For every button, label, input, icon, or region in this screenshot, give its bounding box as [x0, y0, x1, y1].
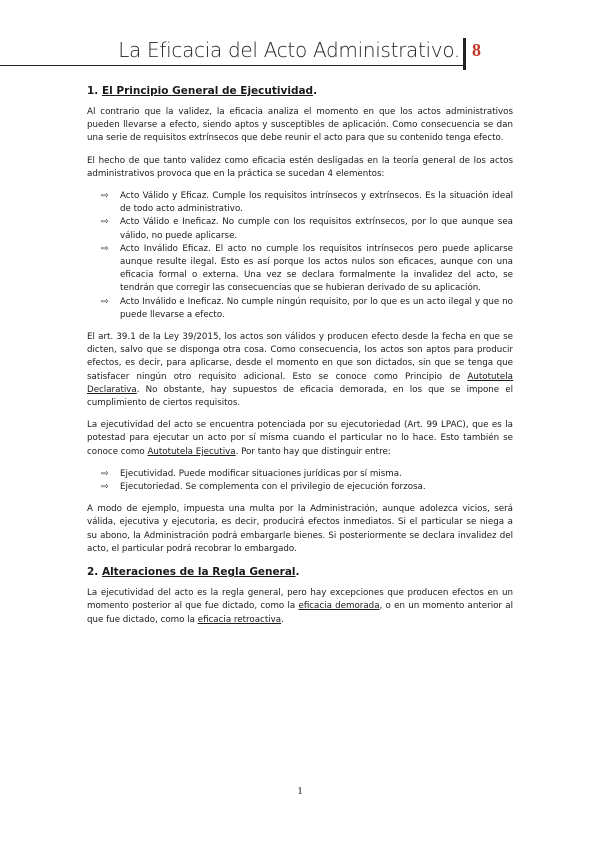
section-title: El Principio General de Ejecutividad: [101, 85, 314, 97]
arrow-right-icon: ⇨: [101, 482, 109, 493]
paragraph-text: La ejecutividad del acto es la regla general, pero hay excepciones que producen efectos en un momento posterior al que fue dictado, como la: [87, 588, 513, 612]
paragraph: Al contrario que la validez, la eficacia analiza el momento en que los actos administrativos pueden llevarse a efecto, siendo aptos y susceptibles de aplicación. Como consecuencia se dan una serie de requisitos extrínsecos que debe reunir el acto para que su contenido tenga efecto.: [87, 107, 513, 144]
term-autotutela-declarativa: Autotutela Declarativa: [87, 371, 513, 395]
term-eficacia-demorada: eficacia demorada: [298, 601, 380, 612]
bullet-list: [87, 190, 513, 322]
paragraph-text: .: [281, 614, 284, 625]
list-item-text: Acto Válido y Eficaz. Cumple los requisitos intrínsecos y extrínsecos. Es la situación ideal de todo acto administrativo.: [120, 191, 513, 215]
header-rule: [0, 65, 463, 66]
page-header: [0, 38, 600, 74]
paragraph: El hecho de que tanto validez como eficacia estén desligadas en la teoría general de los actos administrativos provoca que en la práctica se sucedan 4 elementos:: [87, 155, 513, 179]
paragraph-text: La ejecutividad del acto se encuentra potenciada por su ejecutoriedad (Art. 99 LPAC), que es la potestad para ejecutar un acto por sí misma cuando el particular no lo hace. Esto también se conoce como: [87, 420, 513, 457]
list-item-text: Ejecutoriedad. Se complementa con el privilegio de ejecución forzosa.: [120, 482, 426, 493]
section-number: 1.: [87, 85, 99, 97]
list-item: [101, 296, 513, 322]
list-item-text: Acto Válido e Ineficaz. No cumple con los requisitos extrínsecos, por lo que aunque sea válido, no puede aplicarse.: [120, 217, 513, 241]
paragraph: [87, 331, 513, 410]
list-item: [101, 190, 513, 216]
list-item-text: Ejecutividad. Puede modificar situaciones jurídicas por sí misma.: [120, 468, 402, 479]
list-item: [101, 243, 513, 296]
paragraph: [87, 419, 513, 459]
page-number: 1: [297, 785, 303, 797]
arrow-right-icon: ⇨: [101, 468, 109, 479]
list-item: [101, 468, 513, 481]
header-title: La Eficacia del Acto Administrativo.: [118, 38, 460, 62]
arrow-right-icon: ⇨: [101, 217, 109, 228]
paragraph-text: El art. 39.1 de la Ley 39/2015, los actos son válidos y producen efecto desde la fecha en que se dicten, salvo que se disponga otra cosa. Como consecuencia, los actos son aptos para producir efectos, es decir, para aplicarse, desde el momento en que son dictados, sin que se tenga que satisfacer ningún otro requisito adicional. Esto se conoce como Principio de: [87, 332, 513, 382]
paragraph-text: , o en un momento anterior al que fue dictado, como la: [87, 601, 513, 625]
section-title: Alteraciones de la Regla General: [101, 566, 296, 579]
term-autotutela-ejecutiva: Autotutela Ejecutiva: [147, 446, 236, 457]
bullet-list: [87, 468, 513, 494]
arrow-right-icon: ⇨: [101, 296, 109, 307]
section-heading-1: [87, 84, 513, 98]
arrow-right-icon: ⇨: [101, 243, 109, 254]
paragraph: [87, 587, 513, 627]
section-period: .: [313, 85, 318, 97]
section-number: 2.: [87, 566, 99, 579]
list-item-text: Acto Inválido Eficaz. El acto no cumple los requisitos intrínsecos pero puede aplicarse aunque resulte ilegal. Esto es así porque los actos nulos son eficaces, aunque con una eficacia formal o externa. Una vez se declara formalmente la invalidez del acto, se tendrán que corregir las consecuencias que se hubieran derivado de su aplicación.: [120, 243, 513, 294]
paragraph-text: . No obstante, hay supuestos de eficacia demorada, en los que se impone el cumplimiento de ciertos requisitos.: [87, 384, 513, 409]
header-divider: [463, 38, 466, 70]
list-item: [101, 481, 513, 494]
term-eficacia-retroactiva: eficacia retroactiva: [197, 614, 282, 625]
list-item: [101, 216, 513, 242]
list-item-text: Acto Inválido e Ineficaz. No cumple ningún requisito, por lo que es un acto ilegal y que no puede llevarse a efecto.: [120, 296, 513, 320]
arrow-right-icon: ⇨: [101, 191, 109, 202]
section-heading-2: [87, 565, 513, 579]
chapter-number: 8: [472, 40, 481, 60]
section-period: .: [295, 566, 300, 579]
document-body: [87, 84, 513, 636]
paragraph-text: . Por tanto hay que distinguir entre:: [235, 446, 391, 457]
paragraph: A modo de ejemplo, impuesta una multa por la Administración, aunque adolezca vicios, será válida, ejecutiva y ejecutoria, es decir, producirá efectos inmediatos. Si el particular se niega a su abono, la Administración podrá embargarle bienes. Si posteriormente se declara invalidez del acto, el particular podrá recobrar lo embargado.: [87, 504, 513, 554]
